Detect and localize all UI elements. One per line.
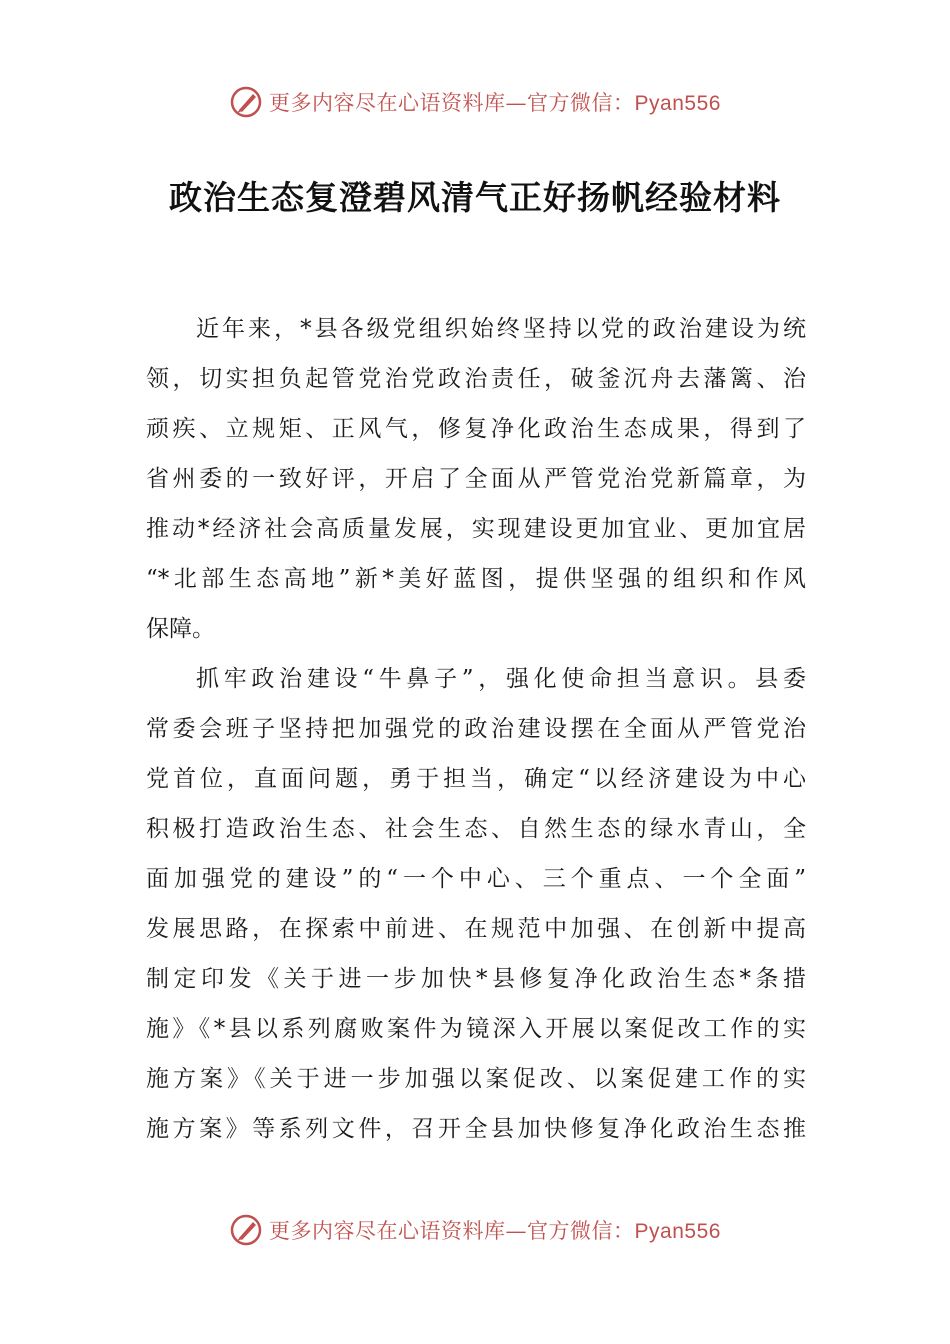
text-line: 施方案》等系列文件，召开全县加快修复净化政治生态推 — [146, 1116, 806, 1142]
text-line: 施》《*县以系列腐败案件为镜深入开展以案促改工作的实 — [146, 1016, 806, 1042]
text-line: 近年来，*县各级党组织始终坚持以党的政治建设为统 — [196, 316, 806, 342]
banner-text — [269, 1215, 721, 1245]
text-line: 领，切实担负起管党治党政治责任，破釜沉舟去藩篱、治 — [146, 366, 806, 392]
text-line: 面加强党的建设”的“一个中心、三个重点、一个全面” — [146, 866, 806, 892]
banner-text — [269, 87, 721, 117]
paragraph — [146, 654, 806, 1154]
document-title: 政治生态复澄碧风清气正好扬帆经验材料 — [169, 178, 781, 217]
text-line: 常委会班子坚持把加强党的政治建设摆在全面从严管党治 — [146, 716, 806, 742]
text-line: 抓牢政治建设“牛鼻子”，强化使命担当意识。县委 — [196, 666, 806, 692]
document-body — [146, 304, 806, 1154]
header-banner — [0, 80, 950, 124]
text-line: “*北部生态高地”新*美好蓝图，提供坚强的组织和作风 — [146, 566, 806, 592]
footer-banner — [0, 1208, 950, 1252]
text-line: 省州委的一致好评，开启了全面从严管党治党新篇章，为 — [146, 466, 806, 492]
text-line: 发展思路，在探索中前进、在规范中加强、在创新中提高 — [146, 916, 806, 942]
banner-text-cn: 更多内容尽在心语资料库—官方微信： — [269, 91, 635, 115]
text-line: 推动*经济社会高质量发展，实现建设更加宜业、更加宜居 — [146, 516, 806, 542]
text-line: 顽疾、立规矩、正风气，修复净化政治生态成果，得到了 — [146, 416, 806, 442]
pen-circle-logo-icon — [229, 1213, 263, 1247]
paragraph — [146, 304, 806, 654]
text-line: 党首位，直面问题，勇于担当，确定“以经济建设为中心 — [146, 766, 806, 792]
banner-text-latin: Pyan556 — [634, 1220, 721, 1243]
banner-text-latin: Pyan556 — [634, 92, 721, 115]
text-line: 施方案》《关于进一步加强以案促改、以案促建工作的实 — [146, 1066, 806, 1092]
text-line: 制定印发《关于进一步加快*县修复净化政治生态*条措 — [146, 966, 806, 992]
text-line: 保障。 — [146, 616, 215, 642]
pen-circle-logo-icon — [229, 85, 263, 119]
banner-text-cn: 更多内容尽在心语资料库—官方微信： — [269, 1219, 635, 1243]
text-line: 积极打造政治生态、社会生态、自然生态的绿水青山，全 — [146, 816, 806, 842]
